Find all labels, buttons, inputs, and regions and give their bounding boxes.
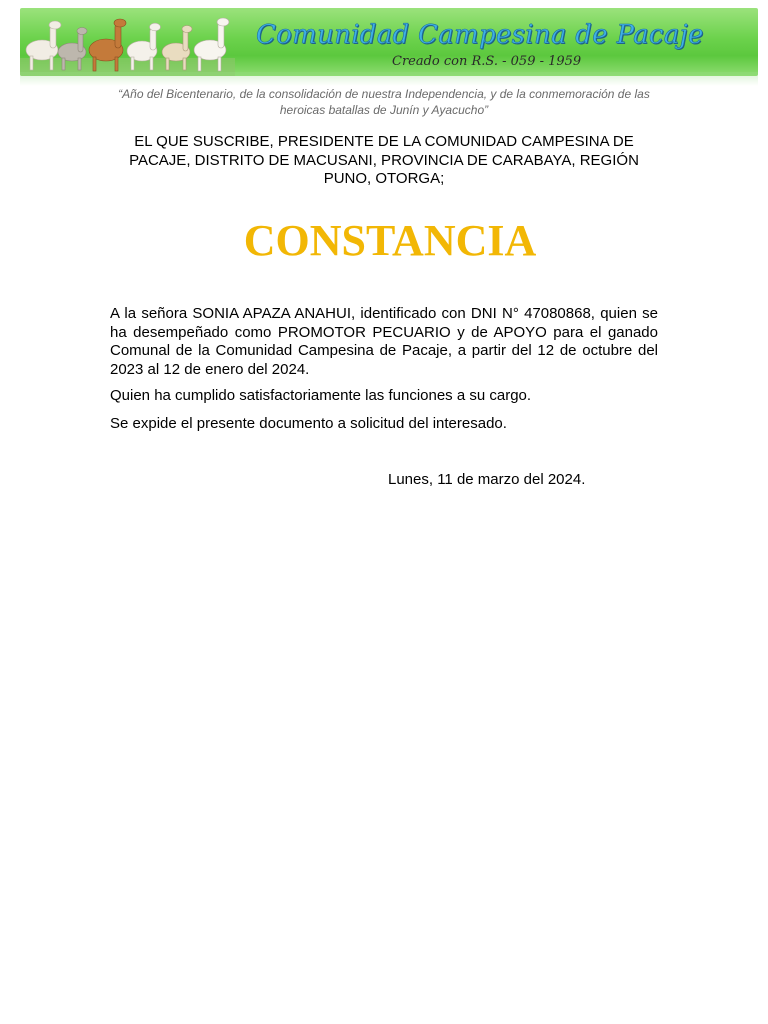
issue-date: Lunes, 11 de marzo del 2024. [388,471,586,488]
document-title: CONSTANCIA [243,216,537,265]
banner-shadow [20,72,758,86]
community-name: Comunidad Campesina de Pacaje [256,20,704,50]
body-paragraph-performance: Quien ha cumplido satisfactoriamente las funciones a su cargo. [110,387,532,404]
letterhead-banner [20,8,758,76]
issuer-statement: EL QUE SUSCRIBE, PRESIDENTE DE LA COMUNIDAD CAMPESINA DE PACAJE, DISTRITO DE MACUSANI, PROVINCIA DE CARABAYA, REGIÓN PUNO, OTORGA; [129,133,639,187]
alpaca-herd-illustration [20,14,235,76]
creation-resolution-note: Creado con R.S. - 059 - 1959 [392,54,582,69]
year-motto: “Año del Bicentenario, de la consolidación de nuestra Independencia, y de la conmemoración de las heroicas batallas de Junín y Ayacucho” [118,87,650,117]
body-paragraph-issuance: Se expide el presente documento a solicitud del interesado. [110,415,507,432]
body-paragraph-certification: A la señora SONIA APAZA ANAHUI, identificado con DNI N° 47080868, quien se ha desempeñado como PROMOTOR PECUARIO y de APOYO para el ganado Comunal de la Comunidad Campesina de Pacaje, a partir del 12 de octubre del 2023 al 12 de enero del 2024. [110,305,658,378]
